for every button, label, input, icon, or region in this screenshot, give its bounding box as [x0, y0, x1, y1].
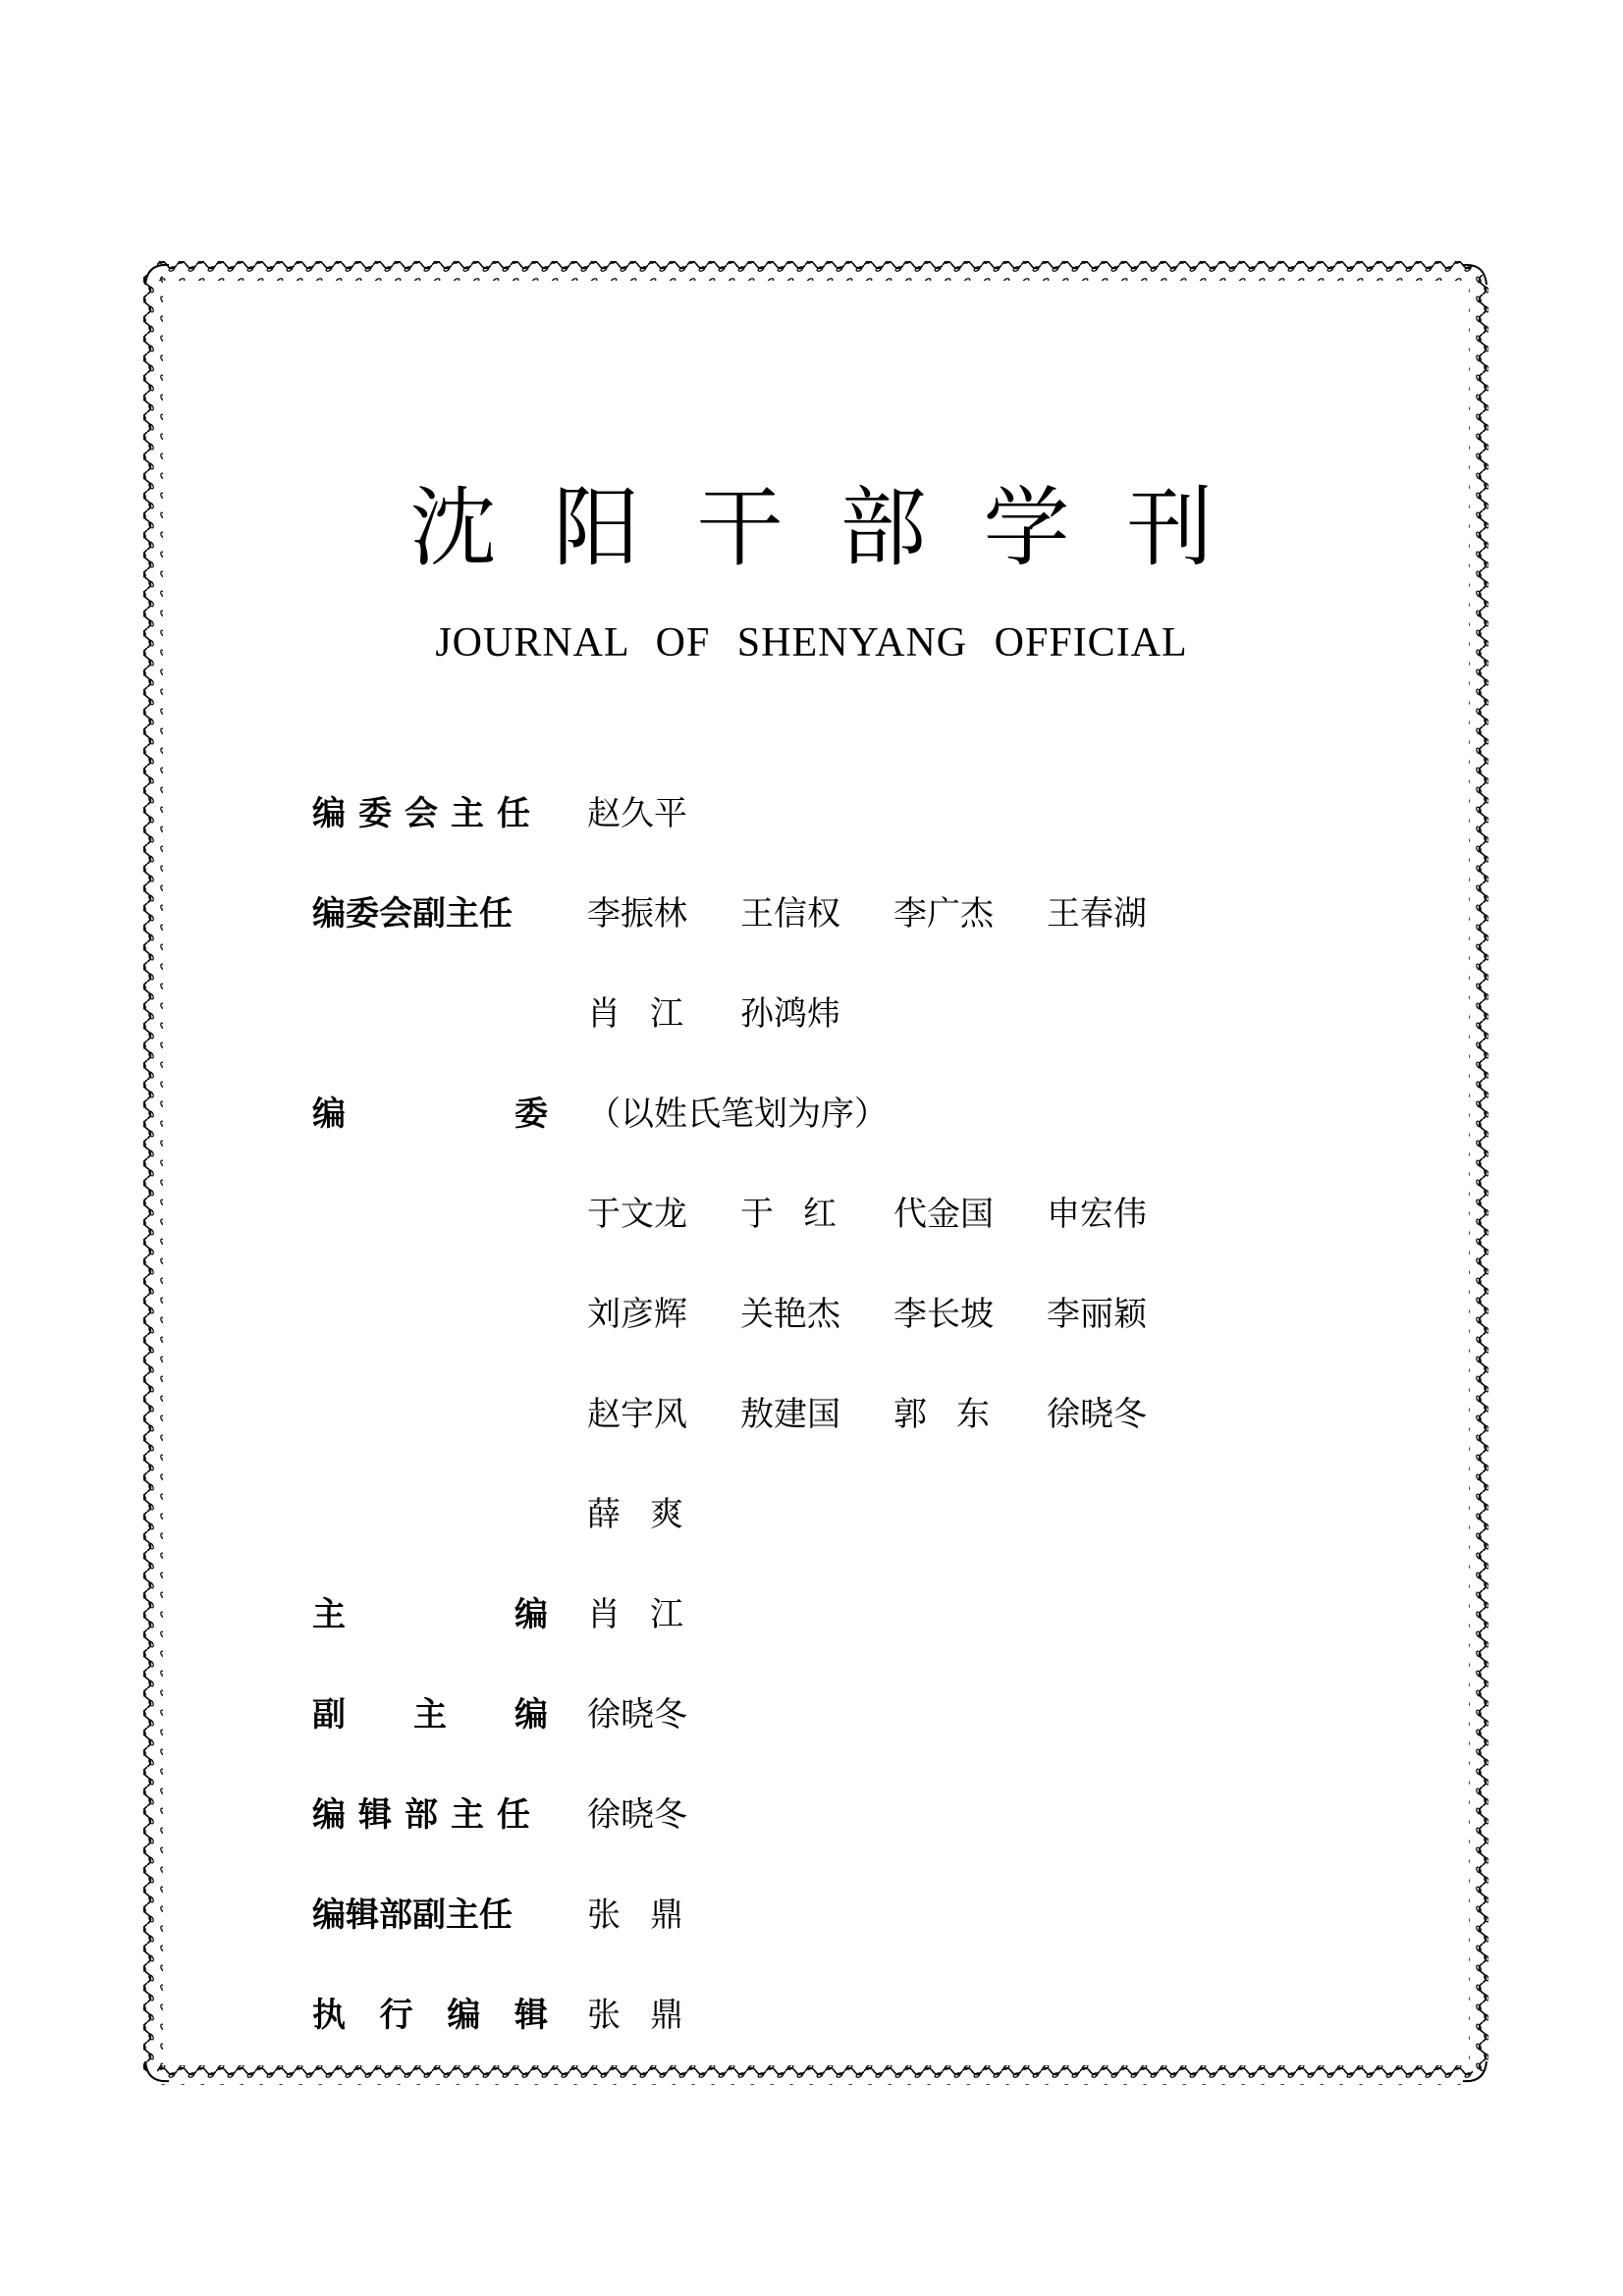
person-name: 于文龙: [587, 1195, 687, 1234]
label-deputy-chief-editor-char-3: 编: [514, 1695, 548, 1735]
committee-order-note: （以姓氏笔划为序）: [587, 1095, 888, 1134]
label-executive-editor-char-4: 辑: [514, 1996, 548, 2035]
person-name: 赵久平: [587, 794, 687, 833]
label-executive-editor-char-1: 执: [312, 1996, 346, 2035]
person-name: 孙鸿炜: [740, 994, 840, 1034]
row-committee: [312, 1086, 1324, 1543]
label-director: [312, 785, 548, 842]
editorial-masthead: [312, 785, 1324, 2087]
value-editorial-director: [587, 1787, 1324, 1843]
value-executive-editor: [587, 1987, 1324, 2044]
label-executive-editor: [312, 1987, 548, 2044]
label-deputy-chief-editor: [312, 1686, 548, 1743]
person-name: 赵宇风: [587, 1395, 687, 1434]
person-name: 敖建国: [740, 1395, 840, 1434]
person-name: 申宏伟: [1047, 1195, 1147, 1234]
person-name: 肖江: [587, 1595, 713, 1634]
label-committee-char-2: 委: [514, 1095, 548, 1134]
person-name: 徐晓冬: [1047, 1395, 1147, 1434]
person-name: 薛爽: [587, 1495, 713, 1534]
person-name: 李广杰: [893, 894, 994, 934]
person-name: 李振林: [587, 894, 687, 934]
label-deputy-directors-text: 编委会副主任: [312, 894, 513, 934]
label-director-text: 编委会主任: [312, 794, 543, 833]
person-name: 李丽颖: [1047, 1295, 1147, 1334]
label-chief-editor-char-1: 主: [312, 1595, 346, 1634]
row-executive-editor: [312, 1987, 1324, 2044]
value-director: [587, 785, 1324, 842]
value-deputy-directors: [587, 885, 1324, 1042]
row-editorial-director: [312, 1787, 1324, 1843]
journal-subtitle: JOURNAL OF SHENYANG OFFICIAL: [435, 620, 1188, 666]
person-name: 王春湖: [1047, 894, 1147, 934]
label-deputy-chief-editor-char-1: 副: [312, 1695, 346, 1735]
person-name: 肖江: [587, 994, 713, 1034]
label-editorial-director-text: 编辑部主任: [312, 1795, 543, 1835]
value-editorial-deputy-director: [587, 1887, 1324, 1944]
label-executive-editor-char-2: 行: [379, 1996, 413, 2035]
person-name: 张鼎: [587, 1996, 713, 2035]
label-committee: [312, 1086, 548, 1143]
row-chief-editor: [312, 1586, 1324, 1643]
person-name: 李长坡: [893, 1295, 994, 1334]
value-chief-editor: [587, 1586, 1324, 1643]
label-executive-editor-char-3: 编: [447, 1996, 481, 2035]
value-deputy-chief-editor: [587, 1686, 1324, 1743]
label-chief-editor-char-2: 编: [514, 1595, 548, 1634]
label-editorial-deputy-director: [312, 1887, 548, 1944]
row-deputy-chief-editor: [312, 1686, 1324, 1743]
label-chief-editor: [312, 1586, 548, 1643]
person-name: 郭东: [893, 1395, 1019, 1434]
label-deputy-directors: [312, 885, 548, 942]
row-director: [312, 785, 1324, 842]
label-committee-char-1: 编: [312, 1095, 346, 1134]
label-deputy-chief-editor-char-2: 主: [413, 1695, 447, 1735]
person-name: 于红: [740, 1195, 866, 1234]
person-name: 代金国: [893, 1195, 994, 1234]
label-editorial-deputy-director-text: 编辑部副主任: [312, 1896, 513, 1935]
person-name: 刘彦辉: [587, 1295, 687, 1334]
value-committee: [587, 1086, 1324, 1543]
person-name: 关艳杰: [740, 1295, 840, 1334]
label-editorial-director: [312, 1787, 548, 1843]
journal-title: 沈阳干部学刊: [409, 477, 1271, 578]
person-name: 王信权: [740, 894, 840, 934]
row-deputy-directors: [312, 885, 1324, 1042]
person-name: 徐晓冬: [587, 1795, 687, 1835]
row-editorial-deputy-director: [312, 1887, 1324, 1944]
person-name: 徐晓冬: [587, 1695, 687, 1735]
person-name: 张鼎: [587, 1896, 713, 1935]
